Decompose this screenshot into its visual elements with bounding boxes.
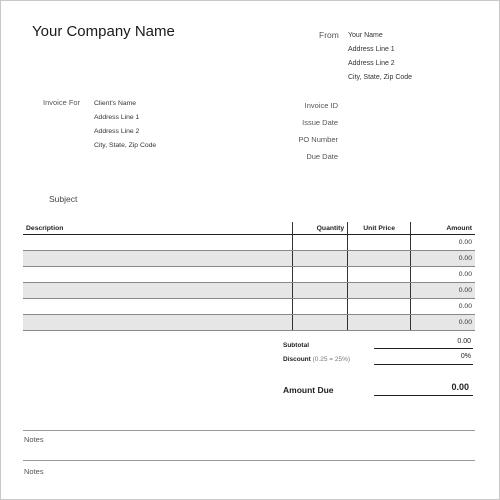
line-items-table: [23, 222, 475, 331]
quantity-cell[interactable]: [293, 283, 348, 299]
description-cell[interactable]: [23, 299, 293, 315]
amount-cell: 0.00: [411, 315, 475, 331]
subtotal-label: Subtotal: [283, 342, 309, 349]
header-amount: Amount: [411, 222, 475, 235]
amount-due-value: 0.00: [451, 382, 469, 392]
amount-cell: 0.00: [411, 299, 475, 315]
table-row: [23, 235, 475, 251]
table-row: [23, 315, 475, 331]
client-line: Address Line 2: [94, 128, 140, 135]
header-description: Description: [23, 222, 293, 235]
unit-price-cell[interactable]: [348, 235, 411, 251]
invoice-for-label: Invoice For: [43, 98, 81, 107]
amount-due-underline: [374, 395, 473, 396]
notes-label: Notes: [24, 435, 44, 444]
quantity-cell[interactable]: [293, 235, 348, 251]
header-quantity: Quantity: [293, 222, 348, 235]
subtotal-value: 0.00: [457, 338, 471, 345]
from-label: From: [319, 30, 339, 40]
unit-price-cell[interactable]: [348, 283, 411, 299]
unit-price-cell[interactable]: [348, 251, 411, 267]
table-header-row: [23, 222, 475, 235]
from-line: City, State, Zip Code: [348, 74, 413, 81]
client-line: City, State, Zip Code: [94, 142, 157, 149]
from-line: Your Name: [348, 32, 383, 39]
company-name: Your Company Name: [32, 23, 175, 40]
amount-cell: 0.00: [411, 235, 475, 251]
notes-label: Notes: [24, 467, 44, 476]
issue-date-label: Issue Date: [302, 118, 338, 127]
po-number-label: PO Number: [298, 135, 338, 144]
subtotal-underline: [374, 348, 473, 349]
discount-note: (0.25 = 25%): [312, 356, 351, 363]
discount-value[interactable]: 0%: [460, 353, 471, 360]
due-date-label: Due Date: [306, 152, 338, 161]
from-line: Address Line 2: [348, 60, 395, 67]
description-cell[interactable]: [23, 315, 293, 331]
description-cell[interactable]: [23, 283, 293, 299]
description-cell[interactable]: [23, 267, 293, 283]
unit-price-cell[interactable]: [348, 299, 411, 315]
client-line: Client's Name: [94, 100, 137, 107]
from-address: [348, 29, 412, 85]
quantity-cell[interactable]: [293, 251, 348, 267]
table-row: [23, 283, 475, 299]
quantity-cell[interactable]: [293, 315, 348, 331]
notes-divider: [23, 460, 475, 461]
amount-cell: 0.00: [411, 251, 475, 267]
discount-label: Discount: [283, 356, 311, 363]
quantity-cell[interactable]: [293, 299, 348, 315]
discount-underline: [374, 364, 473, 365]
quantity-cell[interactable]: [293, 267, 348, 283]
from-line: Address Line 1: [348, 46, 395, 53]
header-unit-price: Unit Price: [348, 222, 411, 235]
amount-cell: 0.00: [411, 267, 475, 283]
amount-cell: 0.00: [411, 283, 475, 299]
invoice-meta: [298, 97, 338, 165]
subject-label: Subject: [49, 194, 78, 204]
discount-label-group: [283, 356, 350, 363]
description-cell[interactable]: [23, 235, 293, 251]
table-row: [23, 251, 475, 267]
invoice-id-label: Invoice ID: [304, 101, 338, 110]
notes-divider: [23, 430, 475, 431]
client-line: Address Line 1: [94, 114, 140, 121]
table-row: [23, 267, 475, 283]
amount-due-label: Amount Due: [283, 385, 334, 395]
table-row: [23, 299, 475, 315]
client-address: [94, 97, 156, 153]
unit-price-cell[interactable]: [348, 267, 411, 283]
description-cell[interactable]: [23, 251, 293, 267]
unit-price-cell[interactable]: [348, 315, 411, 331]
